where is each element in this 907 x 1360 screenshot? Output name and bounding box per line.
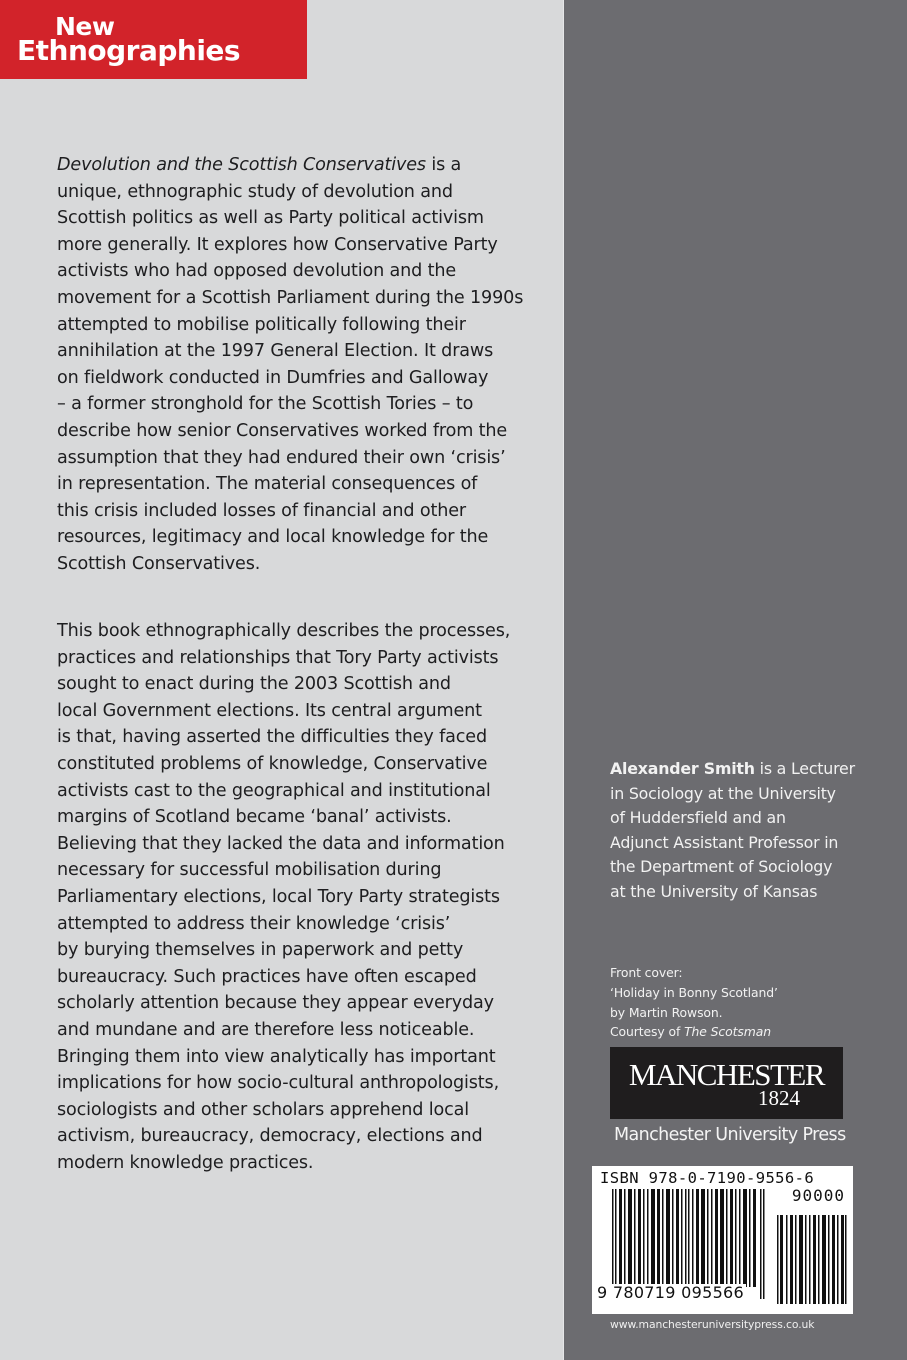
blurb-line: constituted problems of knowledge, Conservative [57, 753, 488, 774]
blurb-line: sought to enact during the 2003 Scottish and [57, 674, 451, 695]
cover-credit [610, 963, 870, 1042]
book-title: Devolution and the Scottish Conservatives [57, 155, 426, 175]
isbn-barcode [592, 1166, 853, 1314]
author-name: Alexander Smith [610, 759, 755, 778]
credit-line: Front cover: [610, 965, 683, 980]
bio-line: of Huddersfield and an [610, 808, 786, 828]
blurb-line: Bringing them into view analytically has important [57, 1046, 496, 1067]
series-title-line2: Ethnographies [17, 34, 241, 67]
blurb-line: necessary for successful mobilisation during [57, 860, 442, 881]
bio-line [610, 757, 880, 782]
bio-line: Adjunct Assistant Professor in [610, 832, 839, 852]
publisher-name: Manchester University Press [614, 1125, 846, 1145]
blurb-line: on fieldwork conducted in Dumfries and Galloway [57, 367, 489, 388]
ean-digits: 9 780719 095566 [597, 1283, 745, 1302]
blurb-line: movement for a Scottish Parliament during the 1990s [57, 287, 524, 308]
blurb-line: in representation. The material consequences of [57, 474, 478, 495]
blurb-line: margins of Scotland became ‘banal’ activists. [57, 807, 452, 828]
blurb-line: local Government elections. Its central argument [57, 700, 482, 721]
credit-line [610, 1022, 870, 1042]
manchester-1824-logo [610, 1047, 843, 1119]
blurb-line: this crisis included losses of financial and other [57, 500, 466, 521]
logo-year: 1824 [758, 1086, 800, 1110]
blurb-line: resources, legitimacy and local knowledge for the [57, 527, 489, 548]
bio-line: the Department of Sociology [610, 857, 833, 877]
blurb-line: attempted to mobilise politically following their [57, 314, 466, 335]
logo-wordmark: MANCHESTER [628, 1057, 825, 1092]
blurb-line: attempted to address their knowledge ‘crisis’ [57, 913, 451, 934]
blurb-line: modern knowledge practices. [57, 1152, 314, 1173]
series-title-line1: New [55, 12, 115, 41]
credit-text: Courtesy of [610, 1024, 685, 1040]
credit-line: ‘Holiday in Bonny Scotland’ [610, 984, 778, 1000]
credit-line: by Martin Rowson. [610, 1004, 723, 1020]
back-cover-right-panel [563, 0, 907, 1360]
blurb-line: unique, ethnographic study of devolution and [57, 181, 453, 202]
bio-line: in Sociology at the University [610, 783, 836, 803]
blurb-line: bureaucracy. Such practices have often escaped [57, 966, 477, 987]
publisher-website[interactable]: www.manchesteruniversitypress.co.uk [610, 1318, 815, 1331]
blurb-line: activists cast to the geographical and institutional [57, 780, 491, 801]
blurb-line: practices and relationships that Tory Party activists [57, 647, 499, 668]
blurb-text: is a [425, 155, 462, 175]
blurb-line: implications for how socio-cultural anthropologists, [57, 1073, 500, 1094]
blurb-line: is that, having asserted the difficulties they faced [57, 727, 487, 748]
series-banner [0, 0, 307, 79]
newspaper-name: The Scotsman [684, 1024, 771, 1040]
blurb-line: Believing that they lacked the data and information [57, 833, 505, 854]
bio-line: at the University of Kansas [610, 881, 818, 901]
blurb-line: Scottish Conservatives. [57, 553, 261, 574]
author-bio [610, 757, 880, 905]
blurb-line: more generally. It explores how Conservative Party [57, 234, 498, 255]
blurb-line: activism, bureaucracy, democracy, elections and [57, 1126, 483, 1147]
blurb-line: describe how senior Conservatives worked from the [57, 420, 508, 441]
blurb-line [57, 152, 547, 179]
price-addon-digits: 90000 [791, 1186, 845, 1205]
blurb-line: – a former stronghold for the Scottish Tories – to [57, 394, 474, 415]
blurb-paragraph-1 [57, 152, 547, 578]
price-addon-bars-icon [777, 1215, 847, 1304]
isbn-label: ISBN 978-0-7190-9556-6 [600, 1169, 815, 1187]
blurb-line: This book ethnographically describes the processes, [57, 621, 511, 641]
blurb-line: Scottish politics as well as Party political activism [57, 208, 484, 229]
blurb-line: Parliamentary elections, local Tory Party strategists [57, 886, 500, 907]
blurb-line: scholarly attention because they appear everyday [57, 993, 494, 1014]
bio-text: is a Lecturer [754, 759, 855, 778]
blurb-line: sociologists and other scholars apprehend local [57, 1099, 469, 1120]
blurb-line: annihilation at the 1997 General Election. It draws [57, 341, 494, 362]
blurb-paragraph-2 [57, 618, 547, 1176]
blurb-line: and mundane and are therefore less noticeable. [57, 1019, 475, 1040]
blurb-line: activists who had opposed devolution and the [57, 261, 457, 282]
blurb-line: by burying themselves in paperwork and petty [57, 940, 464, 961]
blurb-line: assumption that they had endured their own ‘crisis’ [57, 447, 506, 468]
